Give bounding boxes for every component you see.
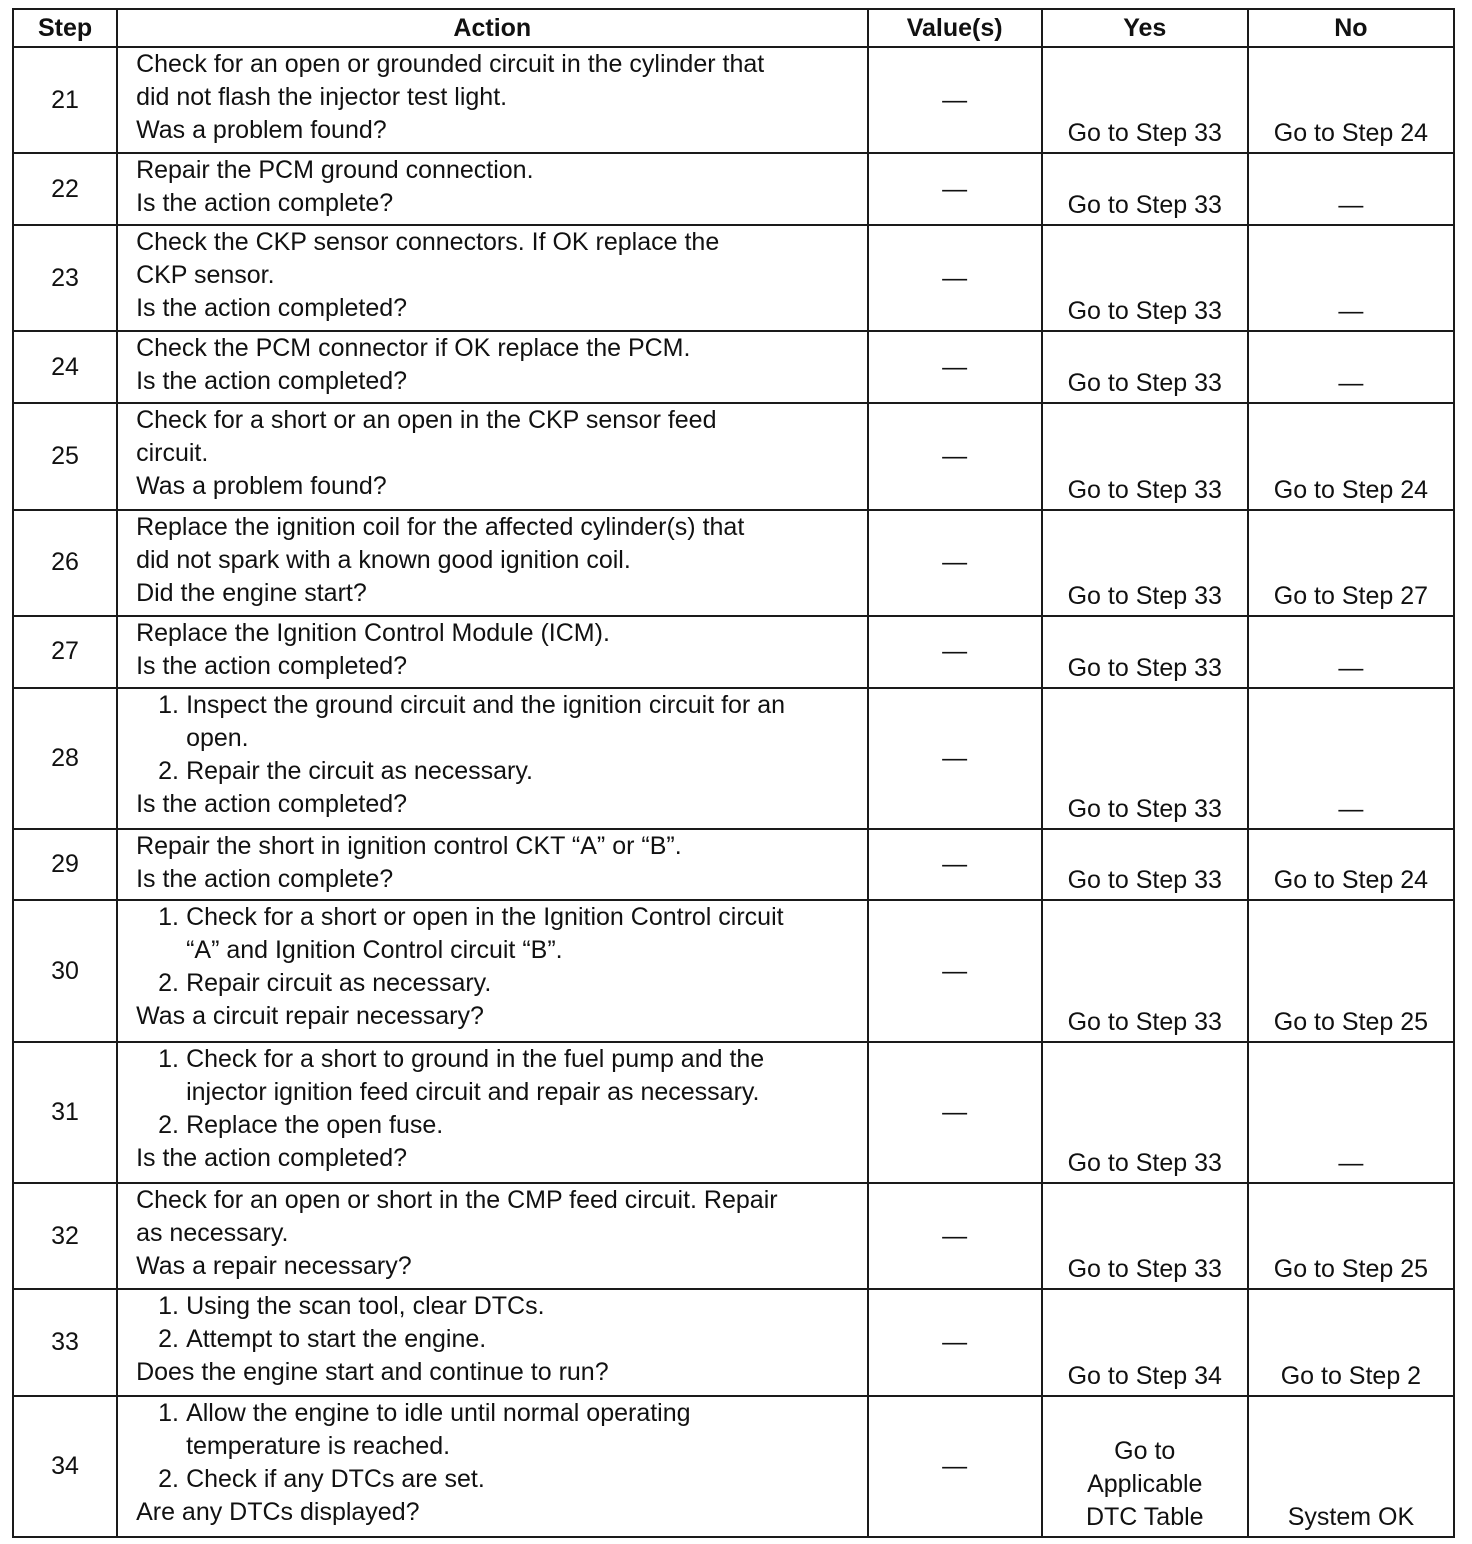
step-cell: 24 [13, 331, 117, 403]
action-question: Was a repair necessary? [136, 1251, 412, 1280]
list-item-line: Attempt to start the engine. [186, 1325, 487, 1354]
no-cell: System OK [1248, 1396, 1454, 1537]
action-question: Did the engine start? [136, 578, 367, 607]
list-item-line: Check for a short to ground in the fuel pump and the [186, 1044, 765, 1073]
table-row [13, 688, 1454, 829]
action-cell [117, 1042, 868, 1183]
step-cell: 32 [13, 1183, 117, 1289]
value-cell: — [868, 47, 1042, 153]
action-text-line: Check the CKP sensor connectors. If OK replace the [136, 228, 720, 257]
step-cell: 29 [13, 829, 117, 901]
step-cell: 28 [13, 688, 117, 829]
value-cell: — [868, 829, 1042, 901]
list-number: 2. [158, 969, 179, 998]
action-question: Is the action completed? [136, 651, 408, 680]
yes-cell: Go to Step 33 [1042, 403, 1248, 509]
step-cell: 33 [13, 1289, 117, 1395]
table-row [13, 331, 1454, 403]
action-text-line: did not spark with a known good ignition coil. [136, 545, 631, 574]
table-row [13, 829, 1454, 901]
action-list-item [136, 1290, 857, 1323]
table-row [13, 1396, 1454, 1537]
action-question: Does the engine start and continue to run? [136, 1358, 609, 1387]
yes-cell: Go to Step 33 [1042, 688, 1248, 829]
action-text-line: as necessary. [136, 1218, 289, 1247]
step-cell: 22 [13, 153, 117, 225]
header-yes: Yes [1042, 9, 1248, 47]
step-cell: 31 [13, 1042, 117, 1183]
no-cell: — [1248, 153, 1454, 225]
table-row [13, 900, 1454, 1041]
value-cell: — [868, 900, 1042, 1041]
action-question: Is the action complete? [136, 864, 394, 893]
no-cell: — [1248, 616, 1454, 688]
step-cell: 30 [13, 900, 117, 1041]
yes-cell: Go to Step 33 [1042, 47, 1248, 153]
value-cell: — [868, 616, 1042, 688]
no-cell: Go to Step 24 [1248, 47, 1454, 153]
action-list-item [136, 1109, 857, 1142]
action-cell [117, 47, 868, 153]
list-number: 1. [158, 690, 179, 719]
yes-cell: Go to Step 33 [1042, 153, 1248, 225]
list-number: 2. [158, 1110, 179, 1139]
action-list-item [136, 689, 857, 755]
action-question: Was a problem found? [136, 472, 387, 501]
yes-cell: Go to Step 34 [1042, 1289, 1248, 1395]
action-text-line: Repair the short in ignition control CKT “A” or “B”. [136, 831, 682, 860]
no-cell: Go to Step 25 [1248, 1183, 1454, 1289]
yes-cell: Go to Step 33 [1042, 1042, 1248, 1183]
no-cell: — [1248, 331, 1454, 403]
action-list-item [136, 1323, 857, 1356]
list-item-line: Replace the open fuse. [186, 1110, 444, 1139]
action-question: Was a circuit repair necessary? [136, 1002, 484, 1031]
no-cell: — [1248, 688, 1454, 829]
action-cell [117, 1289, 868, 1395]
list-item-line: Check if any DTCs are set. [186, 1464, 485, 1493]
no-cell: — [1248, 225, 1454, 331]
action-cell [117, 900, 868, 1041]
action-question: Are any DTCs displayed? [136, 1497, 420, 1526]
step-cell: 27 [13, 616, 117, 688]
table-row [13, 616, 1454, 688]
list-number: 2. [158, 1464, 179, 1493]
action-list-item [136, 1043, 857, 1109]
action-cell [117, 403, 868, 509]
action-cell [117, 1396, 868, 1537]
value-cell: — [868, 1396, 1042, 1537]
action-cell [117, 616, 868, 688]
header-action: Action [117, 9, 868, 47]
yes-cell: Go to Step 33 [1042, 616, 1248, 688]
action-cell [117, 829, 868, 901]
action-list-item [136, 1463, 857, 1496]
action-list-item [136, 967, 857, 1000]
no-cell: — [1248, 1042, 1454, 1183]
step-cell: 34 [13, 1396, 117, 1537]
value-cell: — [868, 510, 1042, 616]
yes-line: Go to [1114, 1437, 1176, 1465]
step-cell: 23 [13, 225, 117, 331]
list-item-line: Inspect the ground circuit and the ignition circuit for an [186, 690, 786, 719]
list-number: 1. [158, 1398, 179, 1427]
list-number: 2. [158, 756, 179, 785]
action-text-line: Check for an open or short in the CMP feed circuit. Repair [136, 1185, 778, 1214]
step-cell: 21 [13, 47, 117, 153]
no-cell: Go to Step 25 [1248, 900, 1454, 1041]
action-list-item [136, 1397, 857, 1463]
value-cell: — [868, 1289, 1042, 1395]
action-text-line: Check the PCM connector if OK replace the PCM. [136, 334, 691, 363]
action-cell [117, 510, 868, 616]
action-text-line: Replace the Ignition Control Module (ICM). [136, 618, 610, 647]
action-question: Was a problem found? [136, 116, 387, 144]
header-row [13, 9, 1454, 47]
list-item-line: “A” and Ignition Control circuit “B”. [186, 936, 563, 965]
list-item-line: temperature is reached. [186, 1431, 451, 1460]
yes-cell: Go to Step 33 [1042, 225, 1248, 331]
list-item-line: Repair the circuit as necessary. [186, 756, 533, 785]
table-row [13, 225, 1454, 331]
table-body [13, 47, 1454, 1537]
value-cell: — [868, 153, 1042, 225]
table-row [13, 1289, 1454, 1395]
no-cell: Go to Step 24 [1248, 829, 1454, 901]
list-item-line: Check for a short or open in the Ignition Control circuit [186, 903, 784, 932]
value-cell: — [868, 1183, 1042, 1289]
header-step: Step [13, 9, 117, 47]
action-cell [117, 331, 868, 403]
action-text-line: did not flash the injector test light. [136, 83, 508, 111]
action-text-line: Replace the ignition coil for the affected cylinder(s) that [136, 512, 745, 541]
yes-cell: Go to Step 33 [1042, 510, 1248, 616]
action-question: Is the action completed? [136, 294, 408, 323]
value-cell: — [868, 331, 1042, 403]
no-cell: Go to Step 2 [1248, 1289, 1454, 1395]
value-cell: — [868, 225, 1042, 331]
action-question: Is the action completed? [136, 367, 408, 396]
yes-line: Applicable [1087, 1470, 1203, 1498]
yes-cell: Go to Step 33 [1042, 331, 1248, 403]
action-question: Is the action complete? [136, 189, 394, 218]
list-item-line: Allow the engine to idle until normal operating [186, 1398, 691, 1427]
header-no: No [1248, 9, 1454, 47]
action-list-item [136, 901, 857, 967]
step-cell: 25 [13, 403, 117, 509]
list-item-line: injector ignition feed circuit and repair as necessary. [186, 1077, 760, 1106]
list-item-line: open. [186, 723, 249, 752]
no-cell: Go to Step 27 [1248, 510, 1454, 616]
yes-cell: Go to Step 33 [1042, 900, 1248, 1041]
action-cell [117, 1183, 868, 1289]
value-cell: — [868, 688, 1042, 829]
list-item-line: Using the scan tool, clear DTCs. [186, 1292, 545, 1321]
no-cell: Go to Step 24 [1248, 403, 1454, 509]
yes-cell [1042, 1396, 1248, 1537]
table-row [13, 47, 1454, 153]
action-text-line: Repair the PCM ground connection. [136, 156, 534, 185]
action-text-line: Check for an open or grounded circuit in the cylinder that [136, 50, 765, 78]
table-row [13, 1042, 1454, 1183]
step-cell: 26 [13, 510, 117, 616]
list-number: 2. [158, 1325, 179, 1354]
table-row [13, 403, 1454, 509]
action-question: Is the action completed? [136, 789, 408, 818]
table-row [13, 510, 1454, 616]
action-text-line: circuit. [136, 439, 209, 468]
action-cell [117, 225, 868, 331]
yes-cell: Go to Step 33 [1042, 829, 1248, 901]
list-number: 1. [158, 903, 179, 932]
yes-line: DTC Table [1085, 1503, 1204, 1531]
action-text-line: Check for a short or an open in the CKP sensor feed [136, 406, 717, 435]
list-number: 1. [158, 1044, 179, 1073]
diagnostic-table [12, 8, 1455, 1538]
table-row [13, 153, 1454, 225]
action-cell [117, 153, 868, 225]
action-text-line: CKP sensor. [136, 261, 275, 290]
action-list-item [136, 755, 857, 788]
yes-cell: Go to Step 33 [1042, 1183, 1248, 1289]
action-cell [117, 688, 868, 829]
table-row [13, 1183, 1454, 1289]
list-number: 1. [158, 1292, 179, 1321]
action-question: Is the action completed? [136, 1143, 408, 1172]
list-item-line: Repair circuit as necessary. [186, 969, 492, 998]
header-values: Value(s) [868, 9, 1042, 47]
value-cell: — [868, 403, 1042, 509]
value-cell: — [868, 1042, 1042, 1183]
